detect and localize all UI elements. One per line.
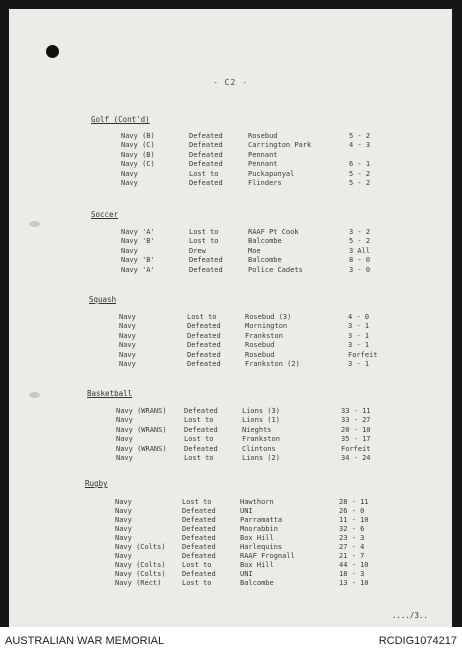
result-team: Navy 'B' xyxy=(121,256,155,265)
result-opponent: Balcombe xyxy=(248,256,282,265)
result-result: Lost to xyxy=(184,416,214,425)
result-row xyxy=(9,570,452,579)
result-opponent: Lions (3) xyxy=(242,407,280,415)
result-opponent: Rosebud xyxy=(248,132,278,140)
result-opponent: Frankston xyxy=(245,331,283,340)
section-heading: Rugby xyxy=(85,479,108,488)
section-heading: Golf (Cont'd) xyxy=(91,115,150,124)
result-result: Defeated xyxy=(187,360,221,368)
result-result: Defeated xyxy=(182,516,216,524)
document-page xyxy=(9,9,452,627)
result-row xyxy=(9,543,452,552)
result-team: Navy xyxy=(115,516,132,524)
continuation-mark: ..../3.. xyxy=(391,611,428,620)
result-opponent: Clintons xyxy=(242,444,276,453)
result-team: Navy (WRANS) xyxy=(116,444,167,453)
result-result: Defeated xyxy=(187,322,221,331)
result-row xyxy=(9,247,452,256)
result-score: 13 - 10 xyxy=(339,579,369,587)
result-row xyxy=(9,435,452,444)
result-row xyxy=(9,132,452,141)
result-score: 34 - 24 xyxy=(341,454,371,462)
result-team: Navy xyxy=(119,360,136,368)
result-result: Defeated xyxy=(189,256,223,265)
result-row xyxy=(9,351,452,360)
result-team: Navy xyxy=(121,179,138,187)
result-result: Defeated xyxy=(182,507,216,515)
result-team: Navy xyxy=(119,341,136,350)
punch-hole xyxy=(46,45,59,58)
result-opponent: Lions (2) xyxy=(242,454,280,462)
result-score: 5 - 2 xyxy=(349,237,371,246)
result-score: 4 - 0 xyxy=(348,313,370,321)
result-row xyxy=(9,151,452,160)
result-score: 11 - 10 xyxy=(339,516,369,524)
result-opponent: Puckapunyal xyxy=(248,169,295,178)
result-team: Navy (Colts) xyxy=(115,570,166,578)
result-opponent: Frankston xyxy=(242,435,280,444)
result-row xyxy=(9,141,452,150)
result-team: Navy xyxy=(115,525,132,533)
result-team: Navy 'A' xyxy=(121,228,155,236)
result-opponent: Pennant xyxy=(248,150,278,159)
result-row xyxy=(9,237,452,246)
result-team: Navy (Colts) xyxy=(115,561,166,569)
result-score: 5 - 2 xyxy=(349,132,371,140)
result-result: Drew xyxy=(189,246,206,255)
result-row xyxy=(9,313,452,322)
result-score: 4 - 3 xyxy=(349,141,371,150)
result-score: 3 All xyxy=(349,246,371,255)
result-opponent: Box Hill xyxy=(240,561,274,569)
result-score: 3 - 1 xyxy=(348,360,370,368)
result-score: 3 - 1 xyxy=(348,331,370,340)
result-row xyxy=(9,426,452,435)
result-team: Navy (WRANS) xyxy=(116,425,167,434)
result-team: Navy (Colts) xyxy=(115,543,166,551)
result-result: Defeated xyxy=(189,179,223,187)
result-team: Navy xyxy=(119,313,136,321)
result-score: 8 - 0 xyxy=(349,256,371,265)
result-result: Lost to xyxy=(187,313,217,321)
paper-tear-mark xyxy=(29,392,40,398)
result-score: 3 - 1 xyxy=(348,322,370,331)
result-score: 32 - 6 xyxy=(339,525,365,533)
result-score: 3 - 0 xyxy=(349,265,371,274)
result-score: 23 - 3 xyxy=(339,534,365,542)
result-team: Navy xyxy=(115,498,132,506)
result-row xyxy=(9,445,452,454)
result-row xyxy=(9,160,452,169)
result-opponent: Rosebud xyxy=(245,341,275,350)
result-row xyxy=(9,322,452,331)
result-result: Defeated xyxy=(184,407,218,415)
result-team: Navy 'A' xyxy=(121,265,155,274)
result-team: Navy xyxy=(119,331,136,340)
result-result: Lost to xyxy=(182,498,212,506)
result-result: Defeated xyxy=(187,341,221,350)
result-result: Defeated xyxy=(189,160,223,169)
result-opponent: Moorabbin xyxy=(240,525,278,533)
result-team: Navy xyxy=(121,246,138,255)
result-row xyxy=(9,454,452,463)
result-opponent: Hawthorn xyxy=(240,498,274,506)
result-team: Navy (WRANS) xyxy=(116,407,167,415)
result-score: Forfeit xyxy=(341,444,371,453)
result-opponent: Harlequins xyxy=(240,543,283,551)
result-team: Navy xyxy=(116,416,133,425)
result-opponent: Box Hill xyxy=(240,534,274,542)
result-team: Navy xyxy=(121,169,138,178)
result-result: Lost to xyxy=(182,579,212,587)
result-team: Navy xyxy=(119,322,136,331)
result-team: Navy xyxy=(116,435,133,444)
result-row xyxy=(9,525,452,534)
result-team: Navy xyxy=(115,534,132,542)
footer-record-id: RCDIG1074217 xyxy=(378,635,457,647)
section-heading: Soccer xyxy=(91,210,119,219)
footer-institution: AUSTRALIAN WAR MEMORIAL xyxy=(5,635,165,647)
result-opponent: Mornington xyxy=(245,322,288,331)
result-team: Navy xyxy=(115,507,132,515)
result-score: Forfeit xyxy=(348,350,378,359)
result-row xyxy=(9,360,452,369)
result-opponent: Police Cadets xyxy=(248,265,303,274)
result-opponent: Parramatta xyxy=(240,516,283,524)
result-score: 3 - 2 xyxy=(349,228,371,236)
result-opponent: Moe xyxy=(248,246,261,255)
result-score: 18 - 3 xyxy=(339,570,365,578)
result-result: Defeated xyxy=(182,543,216,551)
result-row xyxy=(9,579,452,588)
result-row xyxy=(9,256,452,265)
result-score: 5 - 2 xyxy=(349,169,371,178)
result-score: 28 - 11 xyxy=(339,498,369,506)
result-result: Lost to xyxy=(182,561,212,569)
result-row xyxy=(9,266,452,275)
result-score: 5 - 2 xyxy=(349,179,371,187)
result-score: 6 - 1 xyxy=(349,160,371,169)
result-row xyxy=(9,534,452,543)
result-result: Defeated xyxy=(184,444,218,453)
result-result: Defeated xyxy=(187,350,221,359)
result-result: Defeated xyxy=(182,525,216,533)
result-opponent: Flinders xyxy=(248,179,282,187)
result-result: Defeated xyxy=(182,534,216,542)
result-team: Navy (B) xyxy=(121,132,155,140)
result-team: Navy (B) xyxy=(121,150,155,159)
result-opponent: Carrington Park xyxy=(248,141,312,150)
result-result: Defeated xyxy=(182,570,216,578)
result-row xyxy=(9,407,452,416)
archive-footer xyxy=(0,627,462,653)
result-score: 3 - 1 xyxy=(348,341,370,350)
result-score: 35 - 17 xyxy=(341,435,371,444)
result-row xyxy=(9,179,452,188)
paper-tear-mark xyxy=(29,221,40,227)
result-result: Lost to xyxy=(189,228,219,236)
result-result: Lost to xyxy=(184,435,214,444)
result-opponent: Rosebud xyxy=(245,350,275,359)
result-result: Defeated xyxy=(187,331,221,340)
result-score: 33 - 27 xyxy=(341,416,371,425)
result-row xyxy=(9,341,452,350)
result-score: 27 - 4 xyxy=(339,543,365,551)
result-result: Lost to xyxy=(189,169,219,178)
result-team: Navy (C) xyxy=(121,141,155,150)
result-team: Navy 'B' xyxy=(121,237,155,246)
result-row xyxy=(9,228,452,237)
result-score: 20 - 10 xyxy=(341,425,371,434)
result-row xyxy=(9,170,452,179)
result-opponent: Balcombe xyxy=(240,579,274,587)
section-heading: Squash xyxy=(89,295,117,304)
result-row xyxy=(9,507,452,516)
result-score: 21 - 7 xyxy=(339,552,365,560)
result-result: Defeated xyxy=(182,552,216,560)
result-team: Navy xyxy=(116,454,133,462)
result-team: Navy (C) xyxy=(121,160,155,169)
result-result: Defeated xyxy=(189,141,223,150)
result-opponent: UNI xyxy=(240,507,253,515)
result-team: Navy xyxy=(115,552,132,560)
result-opponent: Frankston (2) xyxy=(245,360,300,368)
result-team: Navy (Rect) xyxy=(115,579,162,587)
result-result: Lost to xyxy=(184,454,214,462)
result-score: 44 - 10 xyxy=(339,561,369,569)
result-opponent: RAAF Pt Cook xyxy=(248,228,299,236)
page-number: - C2 - xyxy=(213,78,248,87)
result-opponent: RAAF Frognall xyxy=(240,552,295,560)
result-opponent: Lions (1) xyxy=(242,416,280,425)
result-opponent: Balcombe xyxy=(248,237,282,246)
result-result: Defeated xyxy=(189,132,223,140)
result-result: Defeated xyxy=(189,265,223,274)
result-row xyxy=(9,332,452,341)
result-result: Defeated xyxy=(189,150,223,159)
result-score: 33 - 11 xyxy=(341,407,371,415)
result-row xyxy=(9,416,452,425)
result-result: Lost to xyxy=(189,237,219,246)
result-opponent: Pennant xyxy=(248,160,278,169)
result-opponent: UNI xyxy=(240,570,253,578)
result-opponent: Rosebud (3) xyxy=(245,313,292,321)
result-opponent: Nieghts xyxy=(242,425,272,434)
result-score: 26 - 0 xyxy=(339,507,365,515)
result-result: Defeated xyxy=(184,425,218,434)
result-row xyxy=(9,516,452,525)
result-row xyxy=(9,561,452,570)
section-heading: Basketball xyxy=(87,389,133,398)
result-row xyxy=(9,552,452,561)
result-row xyxy=(9,498,452,507)
result-team: Navy xyxy=(119,350,136,359)
